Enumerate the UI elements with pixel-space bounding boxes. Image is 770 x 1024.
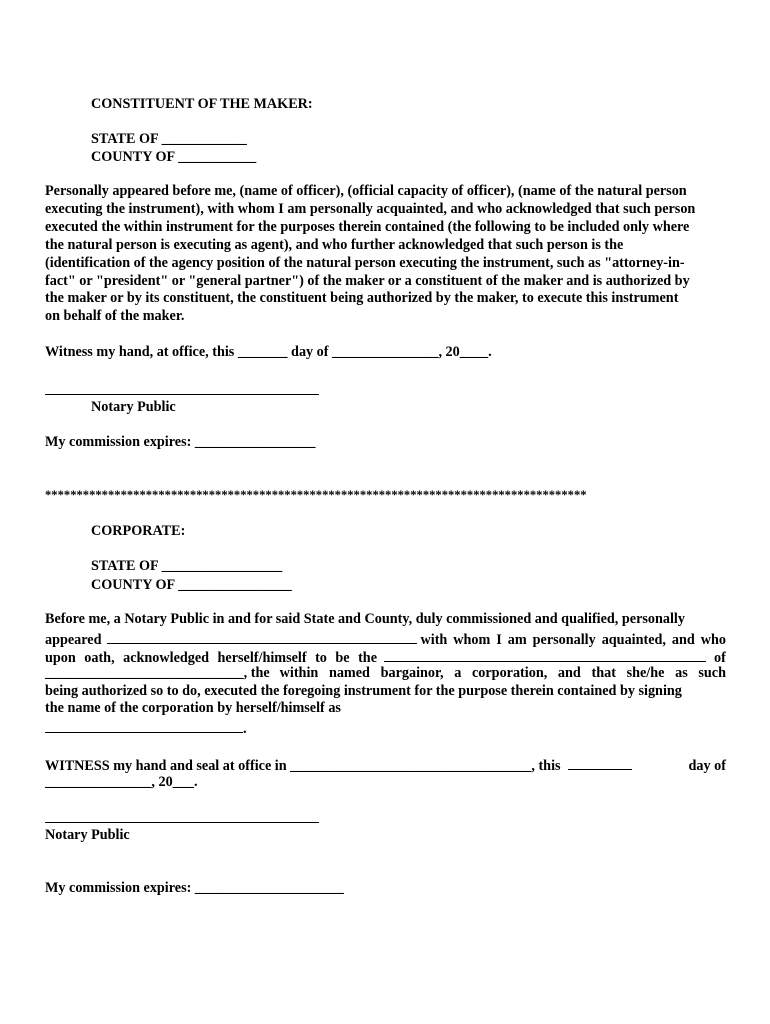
corporate-county-line: COUNTY OF ________________	[91, 577, 292, 593]
signing-capacity-blank	[45, 718, 243, 733]
appeared-tail: with whom I am personally aquainted, and who	[420, 631, 726, 648]
bargainor-text: within named bargainor, a corporation, and that she/he as such	[279, 664, 726, 681]
corporate-signature-line	[45, 822, 319, 823]
maker-body-line: Personally appeared before me, (name of officer), (official capacity of officer), (name of the natural person	[45, 183, 687, 199]
officer-title-blank	[384, 647, 706, 662]
maker-body-line: on behalf of the maker.	[45, 308, 185, 325]
oath-of: of	[714, 649, 726, 666]
corporate-acknowledgment-paragraph	[45, 611, 726, 736]
maker-notary-label: Notary Public	[91, 399, 176, 415]
maker-body-line: the maker or by its constituent, the constituent being authorized by the maker, to execute this instrument	[45, 290, 679, 307]
maker-body-line: executed the within instrument for the purposes therein contained (the following to be included only where	[45, 218, 690, 235]
maker-body-line: (identification of the agency position of the natural person executing the instrument, such as "attorney-in-	[45, 254, 685, 271]
bargainor-blank-text: ____________________________, the	[45, 664, 270, 681]
corporate-notary-label: Notary Public	[45, 827, 130, 843]
maker-witness-line: Witness my hand, at office, this _______ day of _______________, 20____.	[45, 344, 492, 360]
signing-period: .	[243, 721, 247, 738]
maker-signature-line	[45, 394, 319, 395]
corporate-bargainor-line	[45, 665, 726, 683]
corporate-body-line: the name of the corporation by herself/himself as	[45, 700, 341, 717]
maker-county-line: COUNTY OF ___________	[91, 149, 257, 165]
corporate-commission-line: My commission expires: _____________________	[45, 880, 344, 896]
maker-acknowledgment-paragraph	[45, 183, 726, 326]
maker-state-line: STATE OF ____________	[91, 131, 247, 147]
oath-text: upon oath, acknowledged herself/himself to be the	[45, 649, 377, 666]
corporate-witness-year-line: _______________, 20___.	[45, 774, 198, 790]
appeared-name-blank	[107, 629, 417, 644]
maker-body-line: the natural person is executing as agent), and who further acknowledged that such person is the	[45, 236, 624, 253]
corporate-state-line: STATE OF _________________	[91, 558, 283, 574]
witness-text: WITNESS my hand and seal at office in __________________________________, this	[45, 758, 561, 774]
corporate-heading: CORPORATE:	[91, 523, 186, 539]
corporate-signing-line	[45, 718, 726, 736]
maker-heading: CONSTITUENT OF THE MAKER:	[91, 96, 313, 112]
corporate-appeared-line	[45, 629, 726, 647]
witness-day-blank	[568, 755, 632, 770]
appeared-label: appeared	[45, 631, 102, 648]
corporate-witness-line	[45, 755, 726, 775]
maker-commission-line: My commission expires: _________________	[45, 434, 316, 450]
witness-day-of: day of	[688, 758, 726, 774]
corporate-body-line: being authorized so to do, executed the foregoing instrument for the purpose therein contained by signing	[45, 682, 682, 699]
maker-body-line: executing the instrument), with whom I am personally acquainted, and who acknowledged that such person	[45, 200, 696, 217]
corporate-body-line: Before me, a Notary Public in and for said State and County, duly commissioned and qualified, personally	[45, 611, 685, 627]
maker-body-line: fact" or "president" or "general partner") of the maker or a constituent of the maker and is authorized by	[45, 272, 690, 289]
corporate-oath-line	[45, 647, 726, 665]
asterisk-divider: **************************************************************************************	[45, 488, 587, 502]
